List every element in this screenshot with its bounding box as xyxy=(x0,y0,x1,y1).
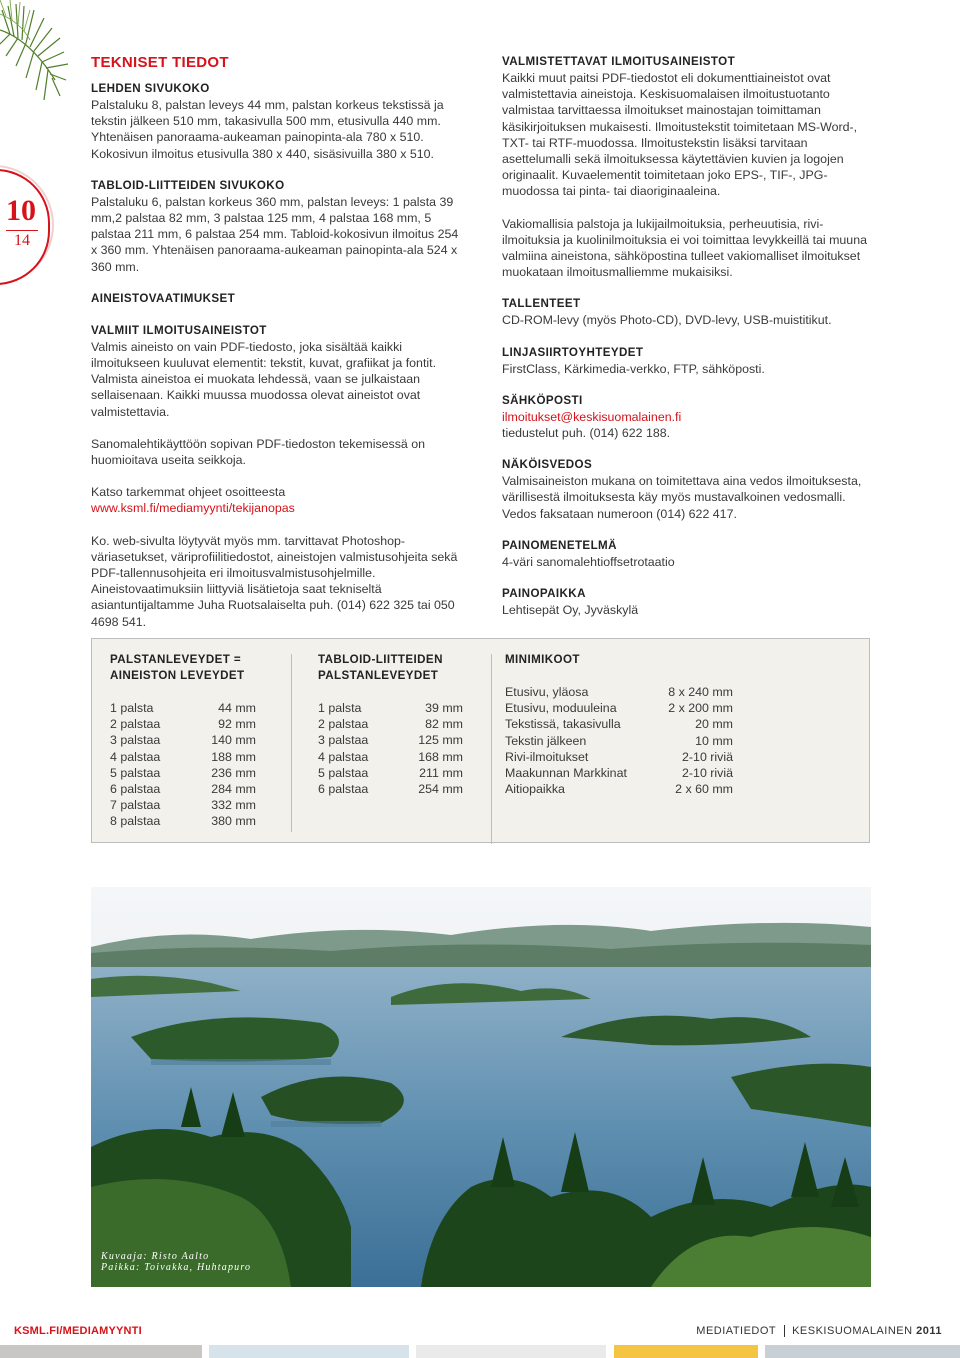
footer-link[interactable]: KSML.FI/MEDIAMYYNTI xyxy=(14,1325,142,1337)
right-column xyxy=(502,54,869,618)
email-link[interactable]: ilmoitukset@keskisuomalainen.fi xyxy=(502,409,682,424)
row-value: 39 mm xyxy=(425,701,463,715)
row-label: 4 palstaa xyxy=(318,749,369,764)
footer-keskisuomalainen: KESKISUOMALAINEN xyxy=(792,1325,913,1337)
row-label: 5 palstaa xyxy=(318,765,369,780)
credit-location-label: Paikka: xyxy=(101,1262,141,1273)
row-label: 1 palsta xyxy=(318,701,362,715)
section-body-nakoisvedos: Valmisaineiston mukana on toimitettava aina vedos ilmoituksesta, värillisestä ilmoituksesta käy myös mustavalkoinen vedosmalli. Vedos faksataan numeroon (014) 622 417. xyxy=(502,474,862,521)
lake-photo-illustration xyxy=(91,887,871,1287)
section-heading-valmiit-aineistot: VALMIIT ILMOITUSAINEISTOT xyxy=(91,323,267,337)
section-body-lehden-sivukoko: Palstaluku 8, palstan leveys 44 mm, palstan korkeus tekstissä ja tekstin jälkeen 510 mm, takasivulla 500 mm, etusivulla 440 mm. Yhtenäisen panoraama-aukeaman painopinta-ala 780 x 510. Kokosivun ilmoitus etusivulla 380 x 440, sisäsivuilla 380 x 510. xyxy=(91,98,444,161)
vakiomalliset-note: Vakiomallisia palstoja ja lukijailmoituksia, perheuutisia, rivi-ilmoituksia ja kuolinilmoituksia ei voi toimittaa levykkeillä tai muuna valmiina aineistona, sähköpostina tulleet vakiomalliset ilmoitukset muokataan ilmoitusmalliemme mukaisiksi. xyxy=(502,216,867,280)
section-body-linjasiirto: FirstClass, Kärkimedia-verkko, FTP, sähköposti. xyxy=(502,361,765,376)
row-label: Etusivu, yläosa xyxy=(505,685,589,699)
table-row xyxy=(505,733,733,749)
row-value: 254 mm xyxy=(418,782,463,797)
table-row xyxy=(110,765,256,781)
table1-heading-line2: AINEISTON LEVEYDET xyxy=(110,669,245,682)
row-value: 284 mm xyxy=(211,782,256,797)
section-heading-aineistovaatimukset: AINEISTOVAATIMUKSET xyxy=(91,291,236,305)
row-value: 2 x 60 mm xyxy=(675,782,733,797)
table3-rows xyxy=(505,684,733,797)
row-value: 2 x 200 mm xyxy=(668,701,733,716)
section-heading-sahkoposti: SÄHKÖPOSTI xyxy=(502,393,583,407)
table-row xyxy=(318,716,463,732)
row-label: 6 palstaa xyxy=(318,782,369,797)
row-value: 332 mm xyxy=(211,798,256,813)
row-value: 140 mm xyxy=(211,733,256,748)
web-page-note: Ko. web-sivulta löytyvät myös mm. tarvittavat Photoshop-väriasetukset, väriprofiilitiedostot, aineistojen valmistusohjeita sekä PDF-tallennusohjeita eri ilmoitusvalmistusohjelmille. Aineistovaatimuksiin liittyviä lisätietoja saat tekniseltä asiantuntijaltamme Juha Ruotsalaiselta puh. (014) 622 325 tai 050 4698 541. xyxy=(91,533,458,629)
row-value: 168 mm xyxy=(418,749,463,764)
table-row xyxy=(505,684,733,700)
page-number: 10 xyxy=(6,194,36,227)
pdf-note: Sanomalehtikäyttöön sopivan PDF-tiedoston tekemisessä on huomioitava useita seikkoja. xyxy=(91,436,426,468)
row-value: 20 mm xyxy=(695,717,733,732)
section-heading-nakoisvedos: NÄKÖISVEDOS xyxy=(502,458,593,472)
footer-mediatiedot: MEDIATIEDOT xyxy=(696,1325,776,1337)
page-title: TEKNISET TIEDOT xyxy=(91,54,229,71)
table1-rows xyxy=(110,700,256,830)
section-body-tallenteet: CD-ROM-levy (myös Photo-CD), DVD-levy, USB-muistitikut. xyxy=(502,313,832,328)
table3-heading: MINIMIKOOT xyxy=(505,653,580,666)
row-value: 236 mm xyxy=(211,765,256,780)
row-value: 82 mm xyxy=(425,717,463,732)
section-heading-tabloid-sivukoko: TABLOID-LIITTEIDEN SIVUKOKO xyxy=(91,178,285,192)
palstanleveydet-table xyxy=(110,652,256,830)
row-label: 3 palstaa xyxy=(110,733,161,748)
footer-publication xyxy=(696,1325,942,1337)
footer-color-bar-1 xyxy=(0,1345,202,1358)
row-value: 211 mm xyxy=(419,765,463,780)
footer-divider xyxy=(784,1325,785,1337)
minimikoot-table xyxy=(505,652,733,797)
table2-heading-line1: TABLOID-LIITTEIDEN xyxy=(318,653,443,666)
phone-info: tiedustelut puh. (014) 622 188. xyxy=(502,426,671,441)
table-row xyxy=(318,700,463,716)
row-value: 92 mm xyxy=(218,717,256,732)
row-label: Maakunnan Markkinat xyxy=(505,766,627,781)
row-label: Aitiopaikka xyxy=(505,782,565,797)
section-body-valmistettavat: Kaikki muut paitsi PDF-tiedostot eli dokumenttiaineistot ovat valmistettavia aineistoja. Keskisuomalaisen ilmoitustuotanto valmistaa tarvittaessa ilmoitukset mainostajan toimittaman käsikirjoituksen mukaisesti. Ilmoitustekstit toimitetaan MS-Word-, TXT- tai RTF-muodossa. Ilmoitustekstin lisäksi tarvitaan asettelumalli sekä ilmoituksessa käytettävien kuvien ja logojen originaalit. Kuvaelementit toimitetaan joko EPS-, TIF-, JPG-muodossa tai pinta- tai diaoriginaaleina. xyxy=(502,71,858,199)
table-row xyxy=(110,749,256,765)
row-value: 10 mm xyxy=(695,733,733,748)
table-row xyxy=(505,765,733,781)
row-label: 4 palstaa xyxy=(110,749,161,764)
table-row xyxy=(318,749,463,765)
table-row xyxy=(110,813,256,829)
page-number-divider xyxy=(6,230,38,231)
row-label: 8 palstaa xyxy=(110,814,161,829)
instructions-note: Katso tarkemmat ohjeet osoitteesta xyxy=(91,485,286,500)
row-label: Tekstin jälkeen xyxy=(505,733,587,748)
box-divider-2 xyxy=(491,654,492,844)
section-heading-tallenteet: TALLENTEET xyxy=(502,297,581,311)
table-row xyxy=(110,732,256,748)
footer-color-bar-3 xyxy=(416,1345,606,1358)
section-body-tabloid-sivukoko: Palstaluku 6, palstan korkeus 360 mm, palstan leveys: 1 palsta 39 mm,2 palstaa 82 mm, 3 palstaa 125 mm, 4 palstaa 168 mm, 5 palstaa 211 mm, 6 palstaa 254 mm. Tabloid-kokosivun ilmoitus 254 x 360 mm. Yhtenäisen panoraama-aukeaman painopinta-ala 524 x 360 mm. xyxy=(91,194,459,274)
table-row xyxy=(505,700,733,716)
footer-color-bar-4 xyxy=(614,1345,758,1358)
row-value: 380 mm xyxy=(211,814,256,829)
section-heading-linjasiirto: LINJASIIRTOYHTEYDET xyxy=(502,345,644,359)
table-row xyxy=(318,765,463,781)
row-label: 3 palstaa xyxy=(318,733,369,748)
row-value: 2-10 riviä xyxy=(682,749,733,764)
table2-rows xyxy=(318,700,463,797)
row-value: 8 x 240 mm xyxy=(668,685,733,699)
page-subnumber: 14 xyxy=(14,232,30,249)
photo-credit xyxy=(101,1251,251,1273)
table-row xyxy=(505,781,733,797)
row-value: 125 mm xyxy=(418,733,463,748)
left-column xyxy=(91,54,459,630)
table-row xyxy=(318,781,463,797)
section-body-painopaikka: Lehtisepät Oy, Jyväskylä xyxy=(502,603,639,618)
footer-color-bar-2 xyxy=(209,1345,409,1358)
table-row xyxy=(318,732,463,748)
table-row xyxy=(505,749,733,765)
section-heading-painomenetelma: PAINOMENETELMÄ xyxy=(502,538,617,552)
row-label: 5 palstaa xyxy=(110,765,161,780)
row-value: 44 mm xyxy=(218,701,256,715)
footer-color-bar-5 xyxy=(765,1345,960,1358)
row-value: 188 mm xyxy=(211,749,256,764)
section-heading-painopaikka: PAINOPAIKKA xyxy=(502,587,586,601)
row-label: 7 palstaa xyxy=(110,798,161,813)
section-body-valmiit-aineistot: Valmis aineisto on vain PDF-tiedosto, joka sisältää kaikki ilmoitukseen kuuluvat elementit: tekstit, kuvat, grafiikat ja fontit. Valmista aineistoa ei muokata lehdessä, vaan se julkaistaan sellaisenaan. Kaikki muussa muodossa olevat aineistot ovat valmistettavia. xyxy=(91,339,437,419)
table2-heading-line2: PALSTANLEVEYDET xyxy=(318,669,439,682)
row-label: Etusivu, moduuleina xyxy=(505,701,617,716)
table-row xyxy=(110,797,256,813)
row-label: Rivi-ilmoitukset xyxy=(505,749,589,764)
table-row xyxy=(110,781,256,797)
table-row xyxy=(110,716,256,732)
credit-photographer-label: Kuvaaja: xyxy=(101,1251,148,1262)
row-value: 2-10 riviä xyxy=(682,766,733,781)
box-divider-1 xyxy=(291,654,292,832)
row-label: 6 palstaa xyxy=(110,782,161,797)
footer-year: 2011 xyxy=(916,1325,942,1337)
tekijanopas-link[interactable]: www.ksml.fi/mediamyynti/tekijanopas xyxy=(91,501,295,516)
section-body-painomenetelma: 4-väri sanomalehtioffsetrotaatio xyxy=(502,554,675,569)
tabloid-palstanleveydet-table xyxy=(318,652,463,797)
row-label: 2 palstaa xyxy=(110,717,161,732)
pine-branch-decoration xyxy=(0,0,80,110)
row-label: 1 palsta xyxy=(110,701,154,715)
row-label: 2 palstaa xyxy=(318,717,369,732)
table-row xyxy=(110,700,256,716)
credit-location: Toivakka, Huhtapuro xyxy=(144,1262,252,1273)
lake-landscape-photo xyxy=(91,887,871,1287)
table-row xyxy=(505,716,733,732)
section-heading-valmistettavat: VALMISTETTAVAT ILMOITUSAINEISTOT xyxy=(502,55,736,68)
table1-heading-line1: PALSTANLEVEYDET = xyxy=(110,653,242,666)
section-heading-lehden-sivukoko: LEHDEN SIVUKOKO xyxy=(91,82,210,95)
credit-photographer: Risto Aalto xyxy=(151,1251,210,1262)
row-label: Tekstissä, takasivulla xyxy=(505,717,621,732)
